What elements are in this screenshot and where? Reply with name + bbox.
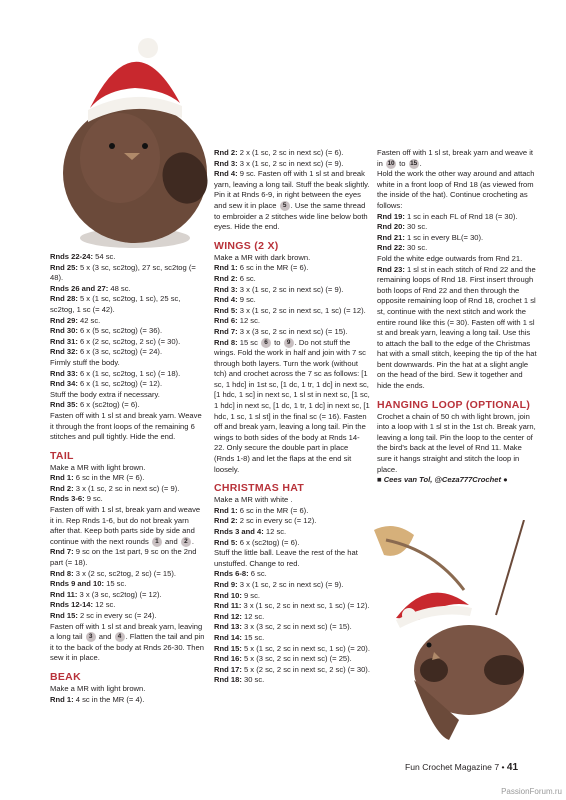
hat-line: Make a MR with white . bbox=[214, 495, 293, 505]
tail-line: Rnd 15: 2 sc in every sc (= 24). bbox=[50, 611, 157, 620]
tail-line: Rnd 2: 3 x (1 sc, 2 sc in next sc) (= 9). bbox=[50, 483, 180, 493]
note-fasten-off: Fasten off with 1 sl st and break yarn. Weave it through the front loops of the remaining 6 stitches and pull tightly. Hide the end. bbox=[50, 410, 202, 442]
step-badge: 6 bbox=[261, 338, 271, 348]
wings-line: Rnd 7: 3 x (3 sc, 2 sc in next sc) (= 15). bbox=[214, 326, 348, 336]
heading-christmas-hat: CHRISTMAS HAT bbox=[214, 482, 305, 495]
tail-line: Rnds 9 and 10: 15 sc. bbox=[50, 579, 127, 589]
row-rnd-35: Rnd 35: 6 x (sc2tog) (= 6). bbox=[50, 400, 140, 410]
hat-line: Rnd 22: 30 sc. bbox=[377, 243, 428, 253]
crochet-bird-hanging-illustration bbox=[374, 520, 566, 745]
bird-photo-top bbox=[50, 28, 220, 256]
row-rnd-25: Rnd 25: 5 x (3 sc, sc2tog), 27 sc, sc2tog (= 48). bbox=[50, 262, 196, 283]
tail-line: Rnds 3-6: 9 sc. bbox=[50, 494, 103, 504]
conjunction: and bbox=[165, 536, 178, 546]
hat-line: Rnd 19: 1 sc in each FL of Rnd 18 (= 30). bbox=[377, 211, 518, 221]
conjunction: to bbox=[399, 158, 406, 168]
hat-line: Rnd 1: 6 sc in the MR (= 6). bbox=[214, 505, 309, 515]
beak-text: Rnd 4: 9 sc. Fasten off with 1 sl st and break yarn, leaving a long tail. Stuff the beak slightly. Pin it at Rnds 6-9, in right between the eyes and sew it in place bbox=[214, 169, 370, 210]
step-badge: 1 bbox=[152, 537, 162, 547]
beak-line: Rnd 2: 2 x (1 sc, 2 sc in next sc) (= 6). bbox=[214, 148, 344, 157]
credit-dash: ■ bbox=[377, 475, 384, 485]
designer-credit: Cees van Tol, @Ceza777Crochet bbox=[383, 475, 501, 485]
tail-line: Rnd 8: 3 x (2 sc, sc2tog, 2 sc) (= 15). bbox=[50, 568, 176, 578]
wings-line: Rnd 2: 6 sc. bbox=[214, 273, 256, 283]
step-badge: 9 bbox=[284, 338, 294, 348]
hat-text: Fasten off with 1 sl st, break yarn and weave it in bbox=[377, 148, 534, 168]
step-badge: 15 bbox=[410, 159, 418, 167]
row-rnd-31: Rnd 31: 6 x (2 sc, sc2tog, 2 sc) (= 30). bbox=[50, 336, 181, 346]
tail-line: Rnds 12-14: 12 sc. bbox=[50, 600, 116, 610]
step-badge: 3 bbox=[86, 632, 96, 642]
wings-line: Make a MR with dark brown. bbox=[214, 252, 311, 262]
loop-text: Crochet a chain of 50 ch with light brown, join into a loop with 1 sl st in the 1st ch. Break yarn, leaving a long tail. Pin the loop to the center of the bird's back at the level of Rnd 11. Make sure it hangs straight and stitch the loop in place. bbox=[377, 411, 536, 474]
tail-line: Rnd 11: 3 x (3 sc, sc2tog) (= 12). bbox=[50, 589, 162, 599]
hat-line: Rnd 13: 3 x (3 sc, 2 sc in next sc) (= 15). bbox=[214, 622, 352, 632]
step-badge: 5 bbox=[280, 201, 290, 211]
hat-line: Rnds 6-8: 6 sc. bbox=[214, 569, 267, 579]
crochet-bird-illustration bbox=[50, 28, 220, 256]
heading-beak: BEAK bbox=[50, 670, 81, 683]
hat-line: Rnd 9: 3 x (1 sc, 2 sc in next sc) (= 9). bbox=[214, 579, 344, 589]
step-badge: 4 bbox=[115, 632, 125, 642]
hat-line: Rnd 14: 15 sc. bbox=[214, 632, 265, 642]
row-rnd-28: Rnd 28: 5 x (1 sc, sc2tog, 1 sc), 25 sc, sc2tog, 1 sc (= 42). bbox=[50, 294, 181, 314]
hat-line: Stuff the little ball. Leave the rest of the hat unstuffed. Change to red. bbox=[214, 548, 358, 568]
tail-line: Make a MR with light brown. bbox=[50, 462, 146, 472]
hat-line: Rnd 23: 1 sl st in each stitch of Rnd 22 and the remaining loops of Rnd 18. First insert through both loops of Rnd 22 and then through the opposite remaining loop of Rnd 18, crochet 1 sl st, continue with the next stitch and work the entire round like this (= 30). Fasten off with 1 sl st and break yarn, leaving a long tail. Use this to attach the ball to the edge of the Christmas hat with a small stitch, keeping the tip of the hat bent downwards. Pin the hat at a slight angle on the head of the bird. Sew it together and hide the ends. bbox=[377, 264, 537, 391]
row-rnd-34: Rnd 34: 6 x (1 sc, sc2tog) (= 12). bbox=[50, 379, 163, 389]
tail-text: Fasten off with 1 sl st and break yarn, leaving a long tail bbox=[50, 621, 203, 642]
beak-line bbox=[214, 169, 370, 233]
bird-photo-bottom bbox=[374, 520, 566, 745]
hat-line: Rnd 21: 1 sc in every BL(= 30). bbox=[377, 232, 484, 242]
row-rnd-32: Rnd 32: 6 x (3 sc, sc2tog) (= 24). bbox=[50, 347, 163, 357]
row-rnds-22-24: Rnds 22-24: 54 sc. bbox=[50, 252, 116, 261]
hat-line: Hold the work the other way around and attach white in a front loop of Rnd 18 (as viewed from the inside of the hat). Continue crocheting as follows: bbox=[377, 169, 535, 210]
row-rnd-29: Rnd 29: 42 sc. bbox=[50, 315, 101, 325]
hat-line: Fasten off with 1 sl st, break yarn and weave it in 10 to 15 . bbox=[377, 148, 534, 168]
page-footer bbox=[405, 762, 518, 773]
hat-line: Rnd 10: 9 sc. bbox=[214, 590, 261, 600]
wings-text: . Do not stuff the wings. Fold the work in half and join with 7 sc through both layers. Turn the work (without tch) and crochet across the 7 sc as follows: [1 sc, 1 hdc] in 1st sc, [1 dc, 1 tr, 1 dc] in next sc, [1 hdc, 1 sc] in next sc, 1 sl st in next sc, [1 sc, 1 hdc] in next sc, [1 dc, 1 tr, 1 dc] in next sc, [1 hdc, 1 sc, 1 sl st] in the final sc (= 16). Fasten off and break yarn, leaving a long tail. Pin the wings to both sides of the body at Rnds 14-22. Only secure the double part in place (Rnds 1-8) and let the flaps at the end sit loosely. bbox=[214, 337, 370, 474]
row-rnd-33: Rnd 33: 6 x (1 sc, sc2tog, 1 sc) (= 18). bbox=[50, 368, 181, 378]
hat-line: Rnd 18: 30 sc. bbox=[214, 675, 265, 685]
heading-hanging-loop: HANGING LOOP (OPTIONAL) bbox=[377, 398, 531, 411]
beak-text: . Use the same thread to embroider a 2 stitches wide line below both eyes. Hide the end. bbox=[214, 200, 368, 232]
tail-line: Rnd 1: 6 sc in the MR (= 6). bbox=[50, 473, 145, 483]
end-mark: ● bbox=[503, 475, 508, 485]
hat-line: Rnds 3 and 4: 12 sc. bbox=[214, 527, 287, 536]
wings-line: Rnd 5: 3 x (1 sc, 2 sc in next sc, 1 sc) (= 12). bbox=[214, 305, 366, 315]
tail-text: . Flatten the tail and pin it to the back of the body at Rnds 26-30. Then sew it in place. bbox=[50, 632, 205, 663]
hat-line: Rnd 12: 12 sc. bbox=[214, 611, 265, 621]
heading-wings: WINGS (2 X) bbox=[214, 239, 279, 252]
wings-line bbox=[214, 338, 370, 476]
beak-line: Make a MR with light brown. bbox=[50, 683, 146, 693]
credit bbox=[377, 475, 537, 486]
wings-text: Rnd 8: 15 sc bbox=[214, 337, 258, 347]
step-badge: 2 bbox=[181, 537, 191, 547]
beak-line: Rnd 1: 4 sc in the MR (= 4). bbox=[50, 694, 145, 704]
tail-text: Fasten off with 1 sl st, break yarn and weave it in. Rep Rnds 1-6, but do not break yarn after that. Keep both parts side by side and continue with the next rounds bbox=[50, 505, 201, 546]
hat-line: Rnd 11: 3 x (1 sc, 2 sc in next sc, 1 sc) (= 12). bbox=[214, 601, 370, 611]
step-badge: 10 bbox=[387, 159, 395, 167]
tail-line: Fasten off with 1 sl st, break yarn and weave it in. Rep Rnds 1-6, but do not break yarn after that. Keep both parts side by side and continue with the next rounds 1 and 2 . bbox=[50, 505, 201, 546]
note-stuff-body: Firmly stuff the body. bbox=[50, 357, 120, 367]
note-stuff-extra: Stuff the body extra if necessary. bbox=[50, 389, 160, 399]
hat-line: Rnd 5: 6 x (sc2tog) (= 6). bbox=[214, 537, 300, 547]
wings-line: Rnd 4: 9 sc. bbox=[214, 295, 256, 305]
hat-line: Rnd 2: 2 sc in every sc (= 12). bbox=[214, 516, 317, 526]
conjunction: to bbox=[274, 337, 281, 347]
wings-line: Rnd 3: 3 x (1 sc, 2 sc in next sc) (= 9). bbox=[214, 284, 344, 294]
hat-line: Rnd 17: 5 x (2 sc, 2 sc in next sc, 2 sc) (= 30). bbox=[214, 664, 370, 674]
row-rnds-26-27: Rnds 26 and 27: 48 sc. bbox=[50, 283, 131, 293]
hat-line: Rnd 16: 5 x (3 sc, 2 sc in next sc) (= 25). bbox=[214, 654, 352, 664]
tail-line: Rnd 7: 9 sc on the 1st part, 9 sc on the 2nd part (= 18). bbox=[50, 547, 197, 568]
tail-line bbox=[50, 622, 205, 664]
column-1 bbox=[50, 252, 205, 705]
row-rnd-30: Rnd 30: 6 x (5 sc, sc2tog) (= 36). bbox=[50, 326, 163, 336]
hat-line: Rnd 20: 30 sc. bbox=[377, 222, 428, 232]
column-2 bbox=[214, 148, 370, 686]
wings-line: Rnd 6: 12 sc. bbox=[214, 316, 260, 326]
wings-line: Rnd 1: 6 sc in the MR (= 6). bbox=[214, 263, 309, 273]
hat-line: Rnd 15: 5 x (1 sc, 2 sc in next sc, 1 sc) (= 20). bbox=[214, 643, 370, 653]
page-number: 41 bbox=[506, 762, 519, 773]
magazine-name: Fun Crochet Magazine 7 bbox=[405, 762, 500, 772]
heading-tail: TAIL bbox=[50, 449, 74, 462]
hat-line: Fold the white edge outwards from Rnd 21. bbox=[377, 253, 523, 263]
footer-bullet: • bbox=[501, 762, 505, 772]
beak-line: Rnd 3: 3 x (1 sc, 2 sc in next sc) (= 9). bbox=[214, 158, 344, 168]
conjunction: and bbox=[98, 632, 112, 642]
column-3 bbox=[377, 148, 537, 486]
watermark: PassionForum.ru bbox=[501, 787, 562, 796]
